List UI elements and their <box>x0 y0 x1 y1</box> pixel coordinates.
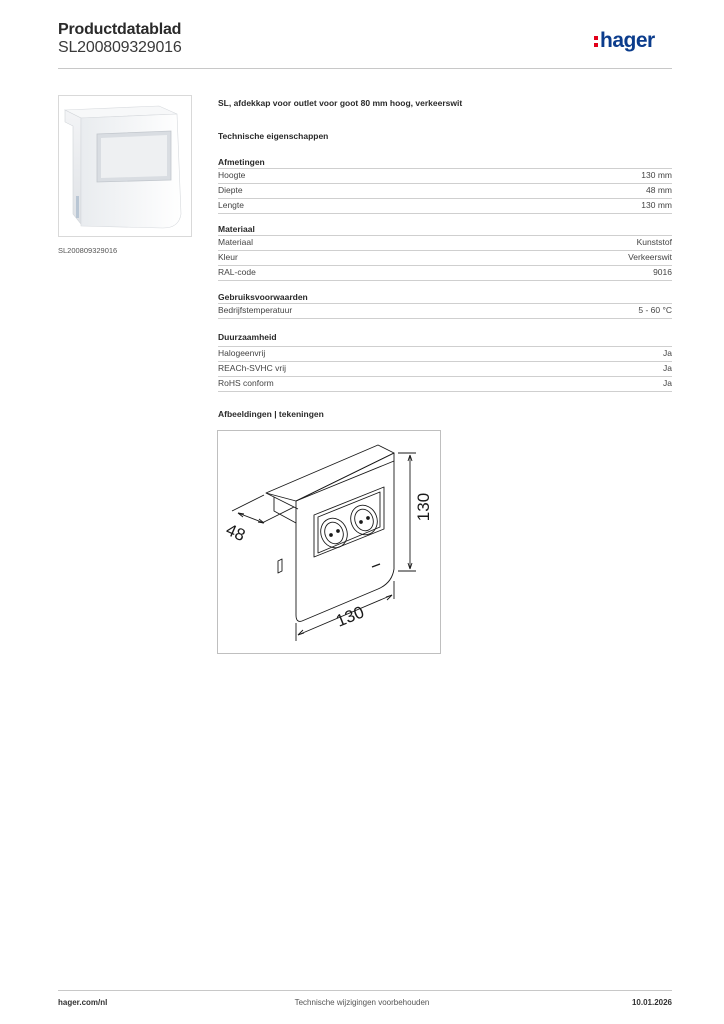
spec-row <box>218 265 672 281</box>
drawing-heading: Afbeeldingen | tekeningen <box>218 409 324 419</box>
spec-value: 130 mm <box>641 200 672 210</box>
section-materiaal-title: Materiaal <box>218 224 255 234</box>
spec-row <box>218 376 672 392</box>
spec-key: Bedrijfstemperatuur <box>218 305 293 315</box>
hager-logo[interactable] <box>594 27 676 55</box>
product-photo-image <box>59 96 191 236</box>
technical-drawing <box>217 430 441 654</box>
spec-key: RAL-code <box>218 267 256 277</box>
spec-key: Halogeenvrij <box>218 348 266 358</box>
spec-value: Ja <box>663 348 672 358</box>
spec-value: Verkeerswit <box>628 252 672 262</box>
spec-value: Ja <box>663 363 672 373</box>
spec-key: REACh-SVHC vrij <box>218 363 287 373</box>
spec-key: Diepte <box>218 185 243 195</box>
dimension-depth-label: 48 <box>223 520 249 546</box>
photo-caption: SL200809329016 <box>58 246 118 255</box>
spec-row <box>218 198 672 214</box>
spec-row <box>218 235 672 250</box>
spec-key: Kleur <box>218 252 238 262</box>
spec-row <box>218 168 672 183</box>
spec-value: Ja <box>663 378 672 388</box>
spec-value: 9016 <box>653 267 672 277</box>
spec-value: Kunststof <box>636 237 672 247</box>
product-description: SL, afdekkap voor outlet voor goot 80 mm hoog, verkeerswit <box>218 98 463 108</box>
spec-row <box>218 250 672 265</box>
tech-heading: Technische eigenschappen <box>218 131 329 141</box>
product-code: SL200809329016 <box>58 39 182 56</box>
logo-dot-bottom <box>594 43 598 47</box>
spec-key: Materiaal <box>218 237 253 247</box>
spec-row <box>218 303 672 319</box>
spec-key: Hoogte <box>218 170 246 180</box>
footer-disclaimer: Technische wijzigingen voorbehouden <box>294 998 430 1007</box>
spec-value: 5 - 60 °C <box>638 305 672 315</box>
section-afmetingen-title: Afmetingen <box>218 157 265 167</box>
spec-value: 48 mm <box>646 185 672 195</box>
header-divider <box>58 68 672 69</box>
logo-dot-top <box>594 36 598 40</box>
logo-wordmark: hager <box>600 29 655 52</box>
spec-row <box>218 183 672 198</box>
product-photo <box>58 95 192 237</box>
dimension-length-label: 130 <box>333 602 367 631</box>
spec-row <box>218 346 672 361</box>
technical-drawing-image <box>218 431 440 653</box>
spec-value: 130 mm <box>641 170 672 180</box>
section-duurzaamheid-title: Duurzaamheid <box>218 332 277 342</box>
footer-website-link[interactable]: hager.com/nl <box>58 998 108 1007</box>
dimension-height-label: 130 <box>414 492 434 522</box>
spec-key: Lengte <box>218 200 244 210</box>
footer-divider <box>58 990 672 991</box>
footer-date: 10.01.2026 <box>631 998 672 1007</box>
spec-row <box>218 361 672 376</box>
spec-key: RoHS conform <box>218 378 274 388</box>
page-title: Productdatablad <box>58 21 182 38</box>
section-gebruik-title: Gebruiksvoorwaarden <box>218 292 308 302</box>
